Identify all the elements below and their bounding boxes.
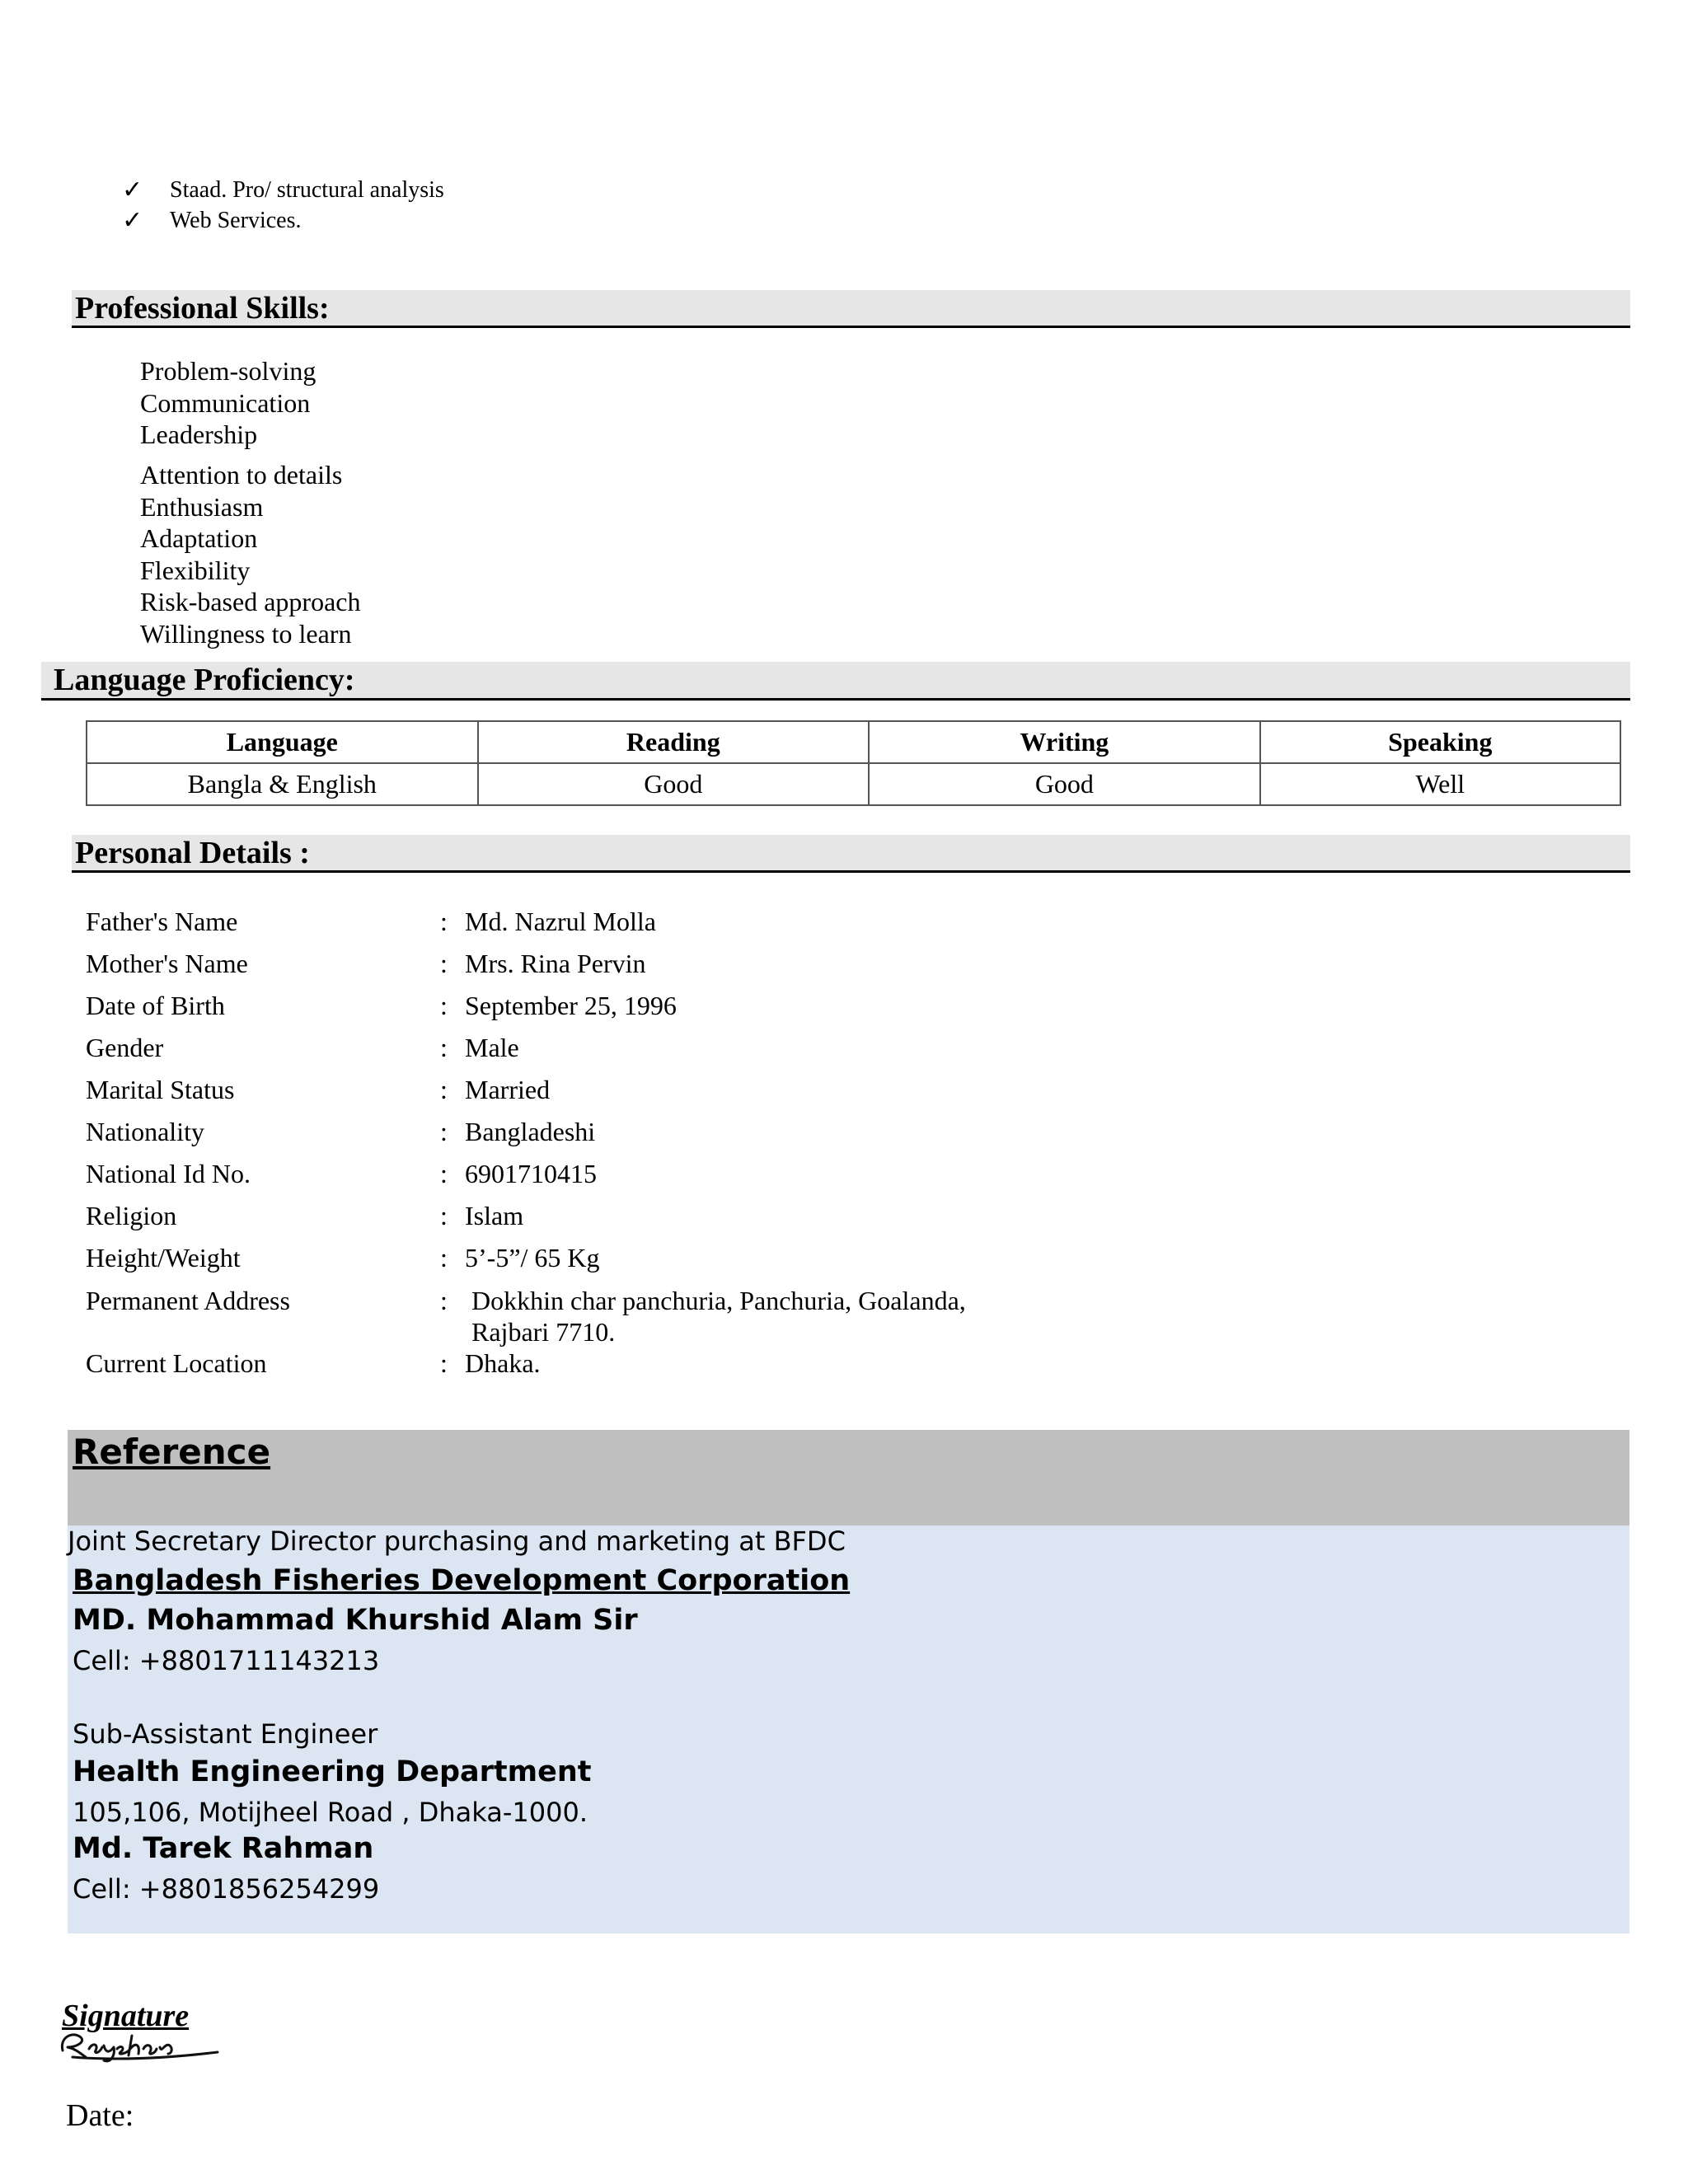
detail-value: Md. Nazrul Molla xyxy=(465,907,656,936)
detail-row xyxy=(86,1027,966,1069)
detail-row xyxy=(86,985,966,1027)
colon-separator: : xyxy=(440,949,448,978)
list-item: ✓ Staad. Pro/ structural analysis xyxy=(122,176,444,204)
ref2-position: Sub-Assistant Engineer xyxy=(73,1718,378,1750)
checkmark-icon: ✓ xyxy=(122,176,143,204)
detail-value: Married xyxy=(465,1075,551,1104)
date-label: Date: xyxy=(66,2098,134,2133)
table-cell: Good xyxy=(869,763,1260,805)
colon-separator: : xyxy=(440,991,448,1020)
colon-separator: : xyxy=(440,1159,448,1188)
signature-heading: Signature xyxy=(62,1999,190,2033)
detail-label: Religion xyxy=(86,1201,177,1230)
reference-header-band xyxy=(68,1430,1629,1526)
handwritten-signature xyxy=(56,2019,229,2069)
column-header: Language xyxy=(87,721,478,763)
ref2-name: Md. Tarek Rahman xyxy=(73,1832,374,1865)
skills-list-group-2 xyxy=(140,459,360,649)
address-line-1: Dokkhin char panchuria, Panchuria, Goalanda, xyxy=(471,1286,966,1315)
colon-separator: : xyxy=(440,1243,448,1272)
tools-bullet-list xyxy=(122,175,444,236)
list-item: Risk-based approach xyxy=(140,587,361,616)
colon-separator: : xyxy=(440,1117,448,1146)
list-item: Problem-solving xyxy=(140,356,316,386)
reference-heading: Reference xyxy=(73,1432,271,1472)
address-line-2: Rajbari 7710. xyxy=(471,1317,616,1347)
detail-label: Marital Status xyxy=(86,1075,235,1104)
detail-row-address xyxy=(86,1285,966,1347)
colon-separator: : xyxy=(440,907,448,936)
detail-value: Mrs. Rina Pervin xyxy=(465,949,646,978)
list-item: Communication xyxy=(140,387,311,418)
column-header: Writing xyxy=(869,721,1260,763)
checkmark-icon: ✓ xyxy=(122,206,143,235)
ref2-cell: Cell: +8801856254299 xyxy=(73,1873,380,1905)
ref1-position: Joint Secretary Director purchasing and marketing at BFDC xyxy=(68,1526,846,1557)
detail-value: 5’-5”/ 65 Kg xyxy=(465,1243,600,1272)
colon-separator: : xyxy=(440,1033,448,1062)
detail-value xyxy=(465,1285,966,1347)
detail-label: Nationality xyxy=(86,1117,204,1146)
detail-label: Height/Weight xyxy=(86,1243,241,1272)
ref1-cell: Cell: +8801711143213 xyxy=(73,1645,380,1676)
table-row xyxy=(87,763,1620,805)
list-item: ✓ Web Services. xyxy=(122,206,302,235)
colon-separator: : xyxy=(440,1201,448,1230)
detail-label: Date of Birth xyxy=(86,991,225,1020)
detail-row xyxy=(86,1153,966,1195)
detail-row xyxy=(86,1195,966,1237)
list-item: Enthusiasm xyxy=(140,491,264,522)
detail-value: 6901710415 xyxy=(465,1159,597,1188)
detail-value: September 25, 1996 xyxy=(465,991,677,1020)
detail-value: Bangladeshi xyxy=(465,1117,596,1146)
ref2-address: 105,106, Motijheel Road , Dhaka-1000. xyxy=(73,1797,588,1828)
colon-separator: : xyxy=(440,1075,448,1104)
detail-label: Permanent Address xyxy=(86,1286,290,1315)
column-header: Speaking xyxy=(1260,721,1620,763)
language-table xyxy=(86,720,1621,806)
list-item: Attention to details xyxy=(140,460,343,490)
detail-row xyxy=(86,901,966,943)
table-cell: Bangla & English xyxy=(87,763,478,805)
detail-row xyxy=(86,943,966,985)
personal-details-list xyxy=(86,901,966,1379)
list-item: Leadership xyxy=(140,419,258,449)
detail-row xyxy=(86,1069,966,1111)
list-item: Adaptation xyxy=(140,523,258,553)
ref1-name: MD. Mohammad Khurshid Alam Sir xyxy=(73,1604,638,1637)
detail-label: Father's Name xyxy=(86,907,238,936)
ref1-organization: Bangladesh Fisheries Development Corporation xyxy=(73,1564,851,1597)
language-proficiency-heading: Language Proficiency: xyxy=(41,662,1630,701)
detail-label: National Id No. xyxy=(86,1159,251,1188)
list-item: Willingness to learn xyxy=(140,618,352,649)
detail-row xyxy=(86,1347,966,1379)
detail-value: Islam xyxy=(465,1201,524,1230)
professional-skills-heading: Professional Skills: xyxy=(72,290,1630,328)
list-item: Flexibility xyxy=(140,555,251,585)
detail-label: Mother's Name xyxy=(86,949,248,978)
ref2-organization: Health Engineering Department xyxy=(73,1755,592,1788)
detail-label: Current Location xyxy=(86,1348,267,1378)
colon-separator: : xyxy=(440,1348,448,1378)
table-cell: Well xyxy=(1260,763,1620,805)
detail-value: Male xyxy=(465,1033,519,1062)
colon-separator: : xyxy=(440,1286,448,1315)
detail-row xyxy=(86,1237,966,1279)
detail-label: Gender xyxy=(86,1033,164,1062)
table-header-row xyxy=(87,721,1620,763)
column-header: Reading xyxy=(478,721,870,763)
table-cell: Good xyxy=(478,763,870,805)
personal-details-heading: Personal Details : xyxy=(72,835,1630,873)
detail-row xyxy=(86,1111,966,1153)
detail-value: Dhaka. xyxy=(465,1348,541,1378)
skills-list-group-1 xyxy=(140,355,316,451)
